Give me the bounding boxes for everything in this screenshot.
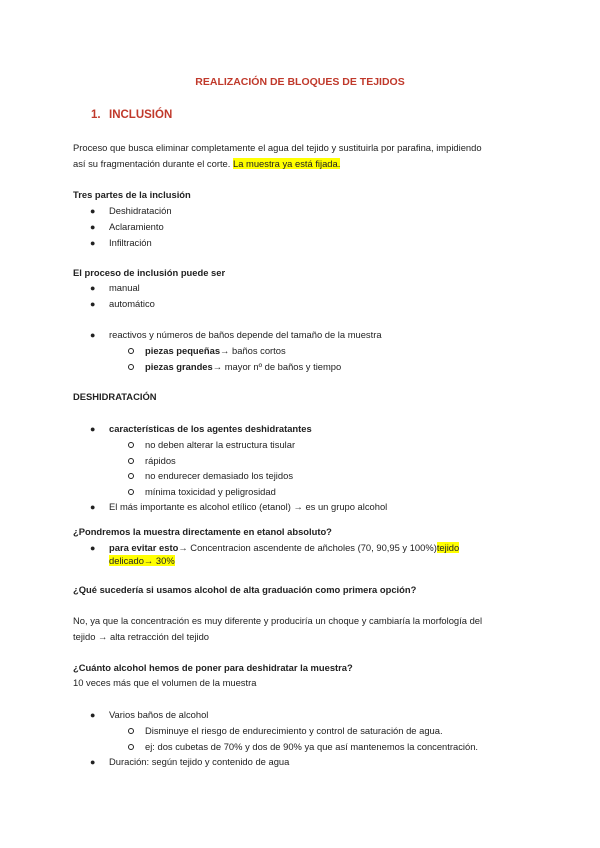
bullet-icon: ● xyxy=(90,299,96,309)
q1-answer-bold: para evitar esto xyxy=(109,542,179,553)
section-number: 1. xyxy=(91,109,101,121)
reactivos-sub-1-bold: piezas pequeñas xyxy=(145,345,221,356)
list-item: no deben alterar la estructura tisular xyxy=(145,439,296,450)
alcohol-text: El más importante es alcohol etílico (etanol) → es un grupo alcohol xyxy=(109,501,388,512)
q1-answer-rest: → Concentracion ascendente de añcholes (70, 90,95 y 100%) xyxy=(178,542,437,553)
circle-bullet-icon xyxy=(128,458,134,464)
intro-line-2 xyxy=(73,158,340,170)
q1-highlight-1: tejido xyxy=(436,542,460,553)
list-item: Aclaramiento xyxy=(109,221,164,232)
banos-sub-2: ej: dos cubetas de 70% y dos de 90% ya que así mantenemos la concentración. xyxy=(145,741,479,752)
proceso-heading: El proceso de inclusión puede ser xyxy=(73,267,226,278)
circle-bullet-icon xyxy=(128,489,134,495)
bullet-icon: ● xyxy=(90,543,96,553)
list-item: Infiltración xyxy=(109,237,152,248)
reactivos-sub-2-rest: → mayor nº de baños y tiempo xyxy=(212,361,342,372)
bullet-icon: ● xyxy=(90,238,96,248)
list-item: no endurecer demasiado los tejidos xyxy=(145,470,294,481)
list-item: rápidos xyxy=(145,455,176,466)
bullet-icon: ● xyxy=(90,330,96,340)
question-1: ¿Pondremos la muestra directamente en etanol absoluto? xyxy=(73,526,332,537)
intro-line-2-text: así su fragmentación durante el corte. xyxy=(73,158,233,169)
circle-bullet-icon xyxy=(128,728,134,734)
reactivos-sub-1-rest: → baños cortos xyxy=(220,345,286,356)
answer-2-line-2: tejido → alta retracción del tejido xyxy=(73,631,210,642)
bullet-icon: ● xyxy=(90,757,96,767)
circle-bullet-icon xyxy=(128,442,134,448)
intro-highlight: La muestra ya está fijada. xyxy=(232,158,341,169)
q1-answer-line-2 xyxy=(109,555,175,567)
banos-sub-1: Disminuye el riesgo de endurecimiento y control de saturación de agua. xyxy=(145,725,443,736)
caracteristicas-text: características de los agentes deshidratantes xyxy=(109,423,312,434)
list-item: automático xyxy=(109,298,155,309)
reactivos-sub-2 xyxy=(145,361,341,373)
page-title: REALIZACIÓN DE BLOQUES DE TEJIDOS xyxy=(195,76,405,88)
duracion-text: Duración: según tejido y contenido de agua xyxy=(109,756,290,767)
section-title: INCLUSIÓN xyxy=(109,109,173,121)
intro-line-1: Proceso que busca eliminar completamente el agua del tejido y sustituirla por parafina, impidiendo xyxy=(73,142,482,153)
reactivos-sub-1 xyxy=(145,345,286,357)
circle-bullet-icon xyxy=(128,364,134,370)
list-item: manual xyxy=(109,282,140,293)
q1-answer-line-1 xyxy=(109,542,459,554)
bullet-icon: ● xyxy=(90,283,96,293)
bullet-icon: ● xyxy=(90,222,96,232)
banos-text: Varios baños de alcohol xyxy=(109,709,209,720)
list-item: Deshidratación xyxy=(109,205,172,216)
deshidratacion-heading: DESHIDRATACIÓN xyxy=(73,391,157,402)
question-2: ¿Qué sucedería si usamos alcohol de alta graduación como primera opción? xyxy=(73,584,417,595)
reactivos-text: reactivos y números de baños depende del tamaño de la muestra xyxy=(109,329,382,340)
circle-bullet-icon xyxy=(128,348,134,354)
q1-highlight-2: delicado→ 30% xyxy=(109,555,175,566)
answer-2-line-1: No, ya que la concentración es muy diferente y produciría un choque y cambiaría la morfología del xyxy=(73,615,483,626)
tres-partes-heading: Tres partes de la inclusión xyxy=(73,189,191,200)
answer-3: 10 veces más que el volumen de la muestra xyxy=(73,677,257,688)
circle-bullet-icon xyxy=(128,744,134,750)
list-item: mínima toxicidad y peligrosidad xyxy=(145,486,276,497)
bullet-icon: ● xyxy=(90,206,96,216)
reactivos-sub-2-bold: piezas grandes xyxy=(145,361,213,372)
circle-bullet-icon xyxy=(128,473,134,479)
bullet-icon: ● xyxy=(90,424,96,434)
question-3: ¿Cuánto alcohol hemos de poner para deshidratar la muestra? xyxy=(73,662,353,673)
bullet-icon: ● xyxy=(90,710,96,720)
bullet-icon: ● xyxy=(90,502,96,512)
